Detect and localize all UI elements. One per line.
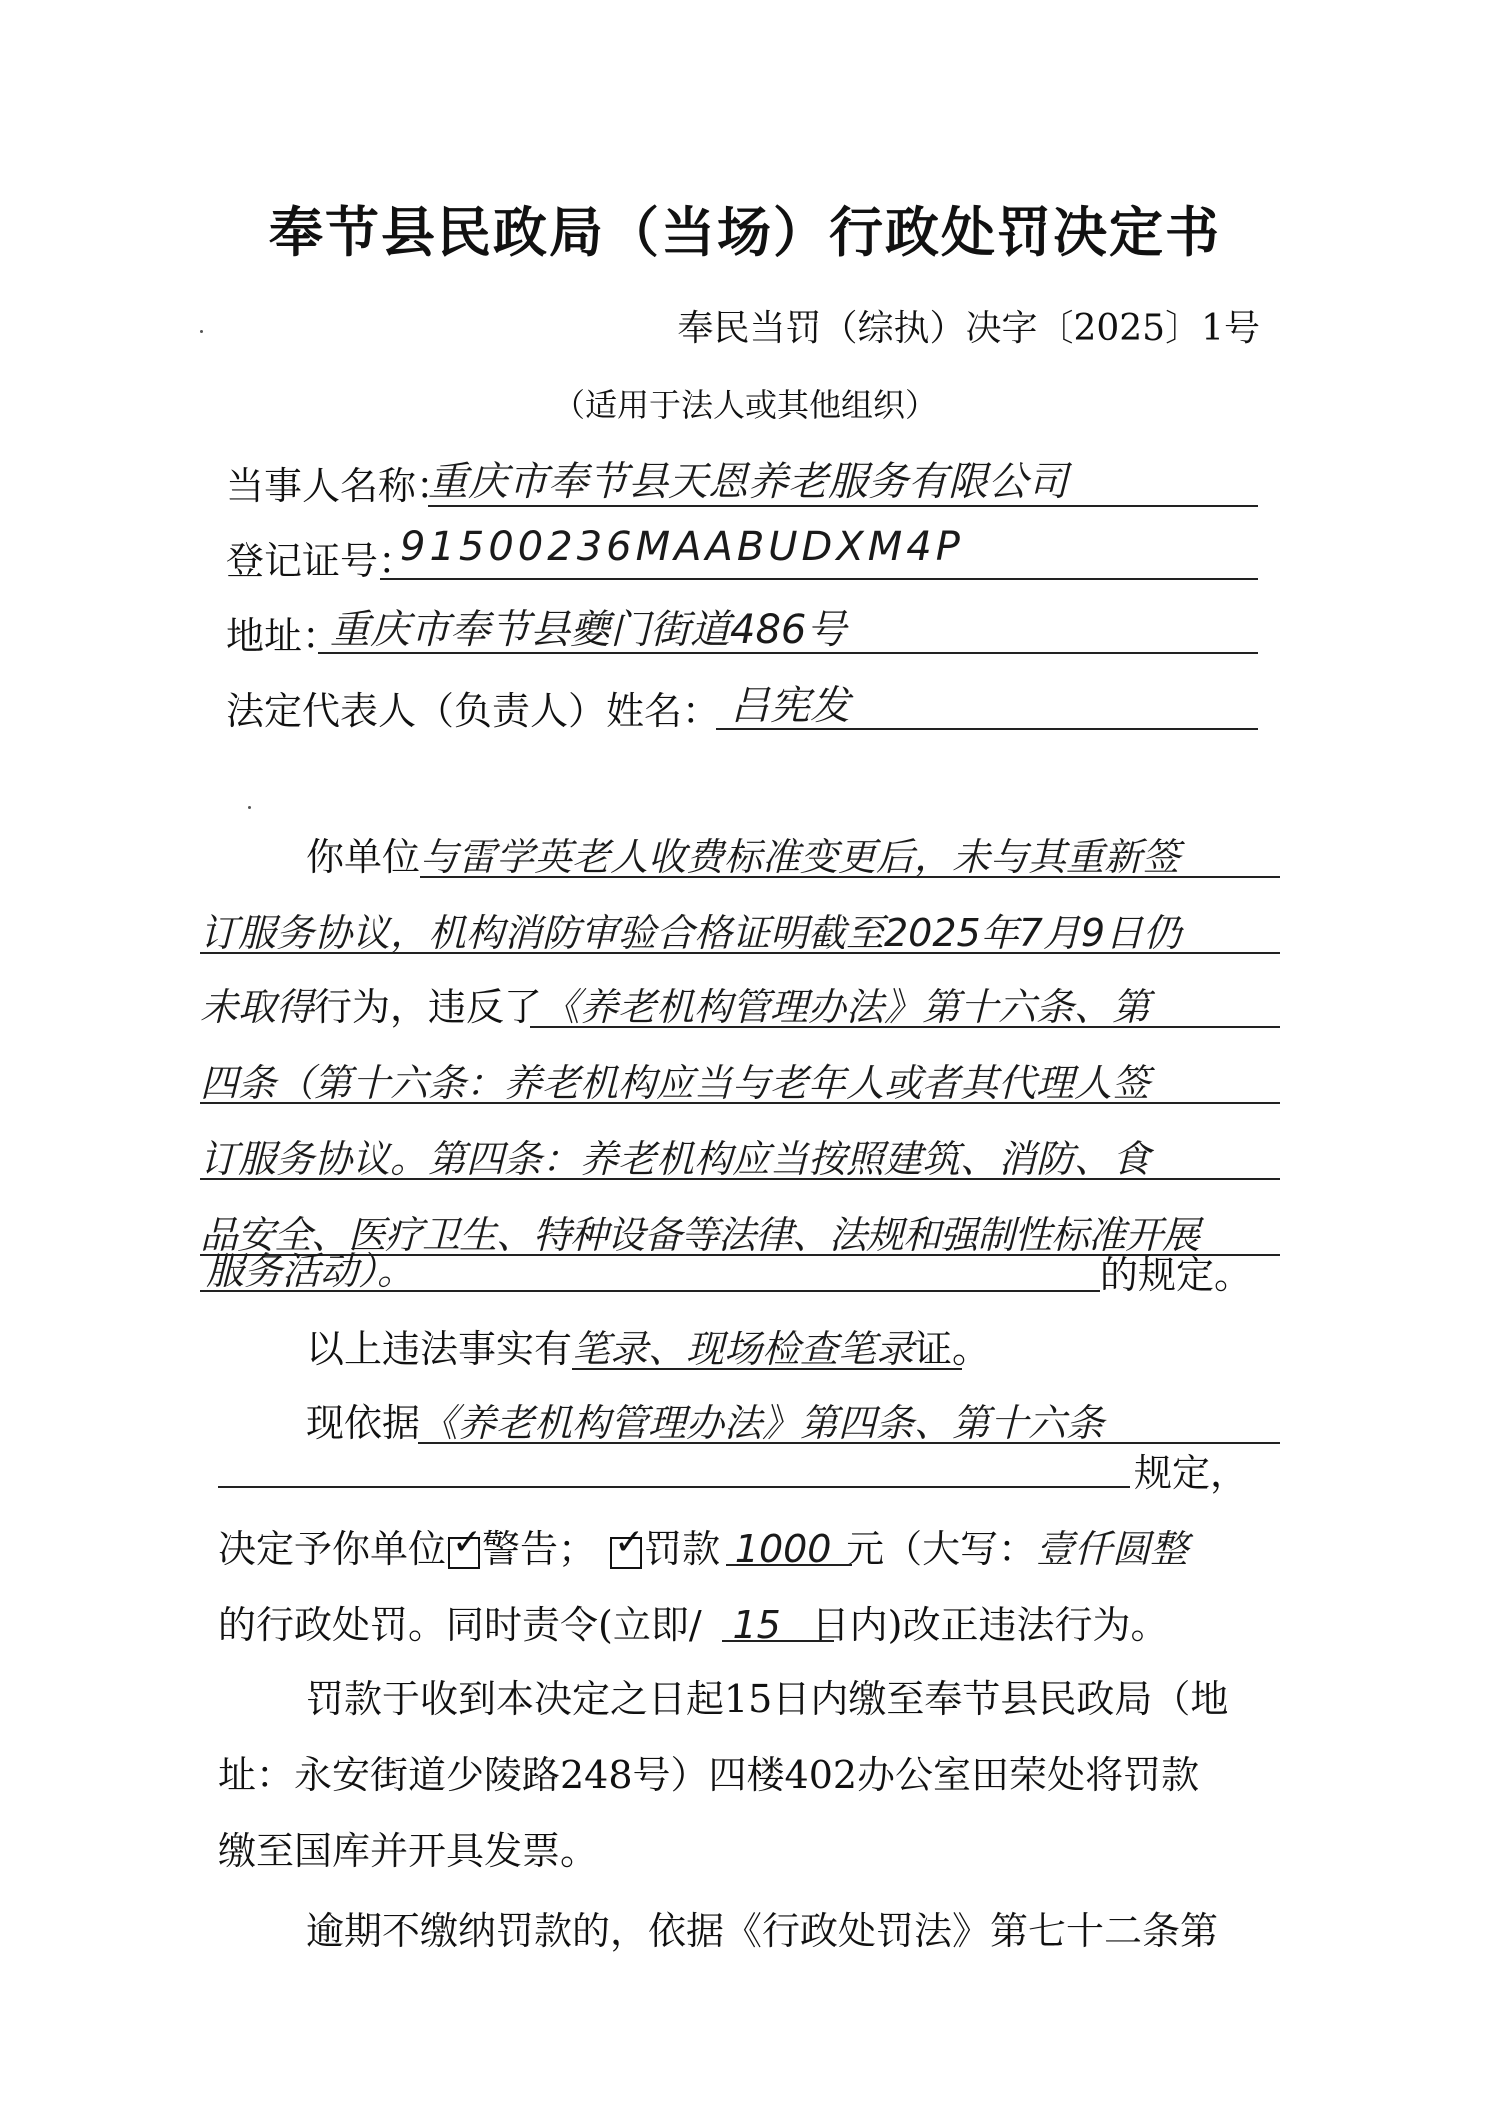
scan-speck bbox=[248, 806, 251, 809]
fine-amount-underline bbox=[726, 1564, 852, 1566]
payment-line-1: 罚款于收到本决定之日起15日内缴至奉节县民政局（地 bbox=[306, 1677, 1229, 1721]
address-label: 地址： bbox=[226, 614, 341, 658]
facts-value: 笔录、现场检查笔录 bbox=[572, 1327, 915, 1371]
facts-line bbox=[306, 1318, 990, 1373]
decision-line-1 bbox=[218, 1518, 1188, 1573]
violation-suffix: 的规定。 bbox=[1100, 1253, 1253, 1297]
violation-line-3 bbox=[200, 976, 1150, 1031]
fine-amount-caps: 壹仟圆整 bbox=[1036, 1527, 1189, 1571]
violation-underline-5 bbox=[200, 1178, 1280, 1180]
order-suffix: 日内)改正违法行为。 bbox=[811, 1603, 1169, 1647]
basis-underline-2 bbox=[218, 1486, 1130, 1488]
violation-text-3a: 未取得 bbox=[200, 985, 315, 1029]
reg-no-value: 91500236MAABUDXM4P bbox=[400, 524, 964, 570]
violation-line-7: 服务活动）。 bbox=[206, 1249, 416, 1293]
fine-checkbox[interactable]: ✓ bbox=[610, 1537, 642, 1569]
violation-underline-3 bbox=[530, 1026, 1280, 1028]
violation-underline-1 bbox=[420, 876, 1280, 878]
document-number: 奉民当罚（综执）决字〔2025〕1号 bbox=[677, 308, 1260, 349]
facts-suffix: 证。 bbox=[914, 1327, 991, 1371]
decision-line-2 bbox=[218, 1594, 1168, 1649]
legal-rep-value: 吕宪发 bbox=[730, 683, 850, 729]
reg-no-label: 登记证号： bbox=[226, 539, 417, 583]
legal-rep-label: 法定代表人（负责人）姓名： bbox=[226, 689, 721, 733]
address-underline bbox=[318, 652, 1258, 654]
document-title: 奉节县民政局（当场）行政处罚决定书 bbox=[269, 200, 1221, 264]
fine-label: 罚款 bbox=[644, 1527, 721, 1571]
scope-note: （适用于法人或其他组织） bbox=[552, 386, 937, 424]
warning-label: 警告； bbox=[482, 1527, 597, 1571]
basis-value: 《养老机构管理办法》第四条、第十六条 bbox=[420, 1401, 1105, 1445]
overdue-line-1: 逾期不缴纳罚款的，依据《行政处罚法》第七十二条第 bbox=[306, 1909, 1219, 1953]
facts-underline bbox=[572, 1368, 962, 1370]
violation-prefix: 你单位 bbox=[306, 835, 421, 879]
basis-prefix: 现依据 bbox=[306, 1401, 421, 1445]
party-name-label: 当事人名称： bbox=[226, 464, 455, 508]
violation-line-2: 订服务协议，机构消防审验合格证明截至2025年7月9日仍 bbox=[200, 911, 1182, 955]
fine-amount: 1000 bbox=[734, 1527, 832, 1571]
violation-line-5: 订服务协议。第四条：养老机构应当按照建筑、消防、食 bbox=[200, 1137, 1151, 1181]
payment-line-2: 址：永安街道少陵路248号）四楼402办公室田荣处将罚款 bbox=[218, 1753, 1200, 1797]
warning-checkbox[interactable]: ✓ bbox=[448, 1537, 480, 1569]
facts-prefix: 以上违法事实有 bbox=[306, 1327, 573, 1371]
violation-underline-7 bbox=[200, 1290, 1100, 1292]
address-value: 重庆市奉节县夔门街道486号 bbox=[330, 607, 847, 653]
party-name-underline bbox=[428, 505, 1258, 507]
legal-rep-underline bbox=[716, 728, 1258, 730]
violation-text-1: 与雷学英老人收费标准变更后，未与其重新签 bbox=[420, 835, 1181, 879]
violation-underline-4 bbox=[200, 1102, 1280, 1104]
decision-prefix: 决定予你单位 bbox=[218, 1527, 447, 1571]
violation-text-3b: 行为，违反了 bbox=[314, 985, 543, 1029]
correction-days: 15 bbox=[732, 1603, 781, 1647]
violation-line-4: 四条（第十六条：养老机构应当与老年人或者其代理人签 bbox=[200, 1061, 1151, 1105]
days-underline bbox=[722, 1640, 834, 1642]
yuan-label: 元（大写： bbox=[846, 1527, 1037, 1571]
party-name-value: 重庆市奉节县天恩养老服务有限公司 bbox=[428, 459, 1068, 505]
order-prefix: 的行政处罚。同时责令(立即/ bbox=[218, 1603, 702, 1647]
violation-text-3c: 《养老机构管理办法》第十六条、第 bbox=[542, 985, 1151, 1029]
basis-line bbox=[306, 1392, 1104, 1447]
scan-speck bbox=[200, 330, 203, 333]
reg-no-underline bbox=[380, 578, 1258, 580]
payment-line-3: 缴至国库并开具发票。 bbox=[218, 1829, 599, 1873]
violation-underline-2 bbox=[200, 952, 1280, 954]
basis-suffix: 规定， bbox=[1134, 1451, 1249, 1495]
violation-line-1 bbox=[306, 826, 1180, 881]
violation-line-6: 品安全、医疗卫生、特种设备等法律、法规和强制性标准开展 bbox=[200, 1213, 1200, 1257]
